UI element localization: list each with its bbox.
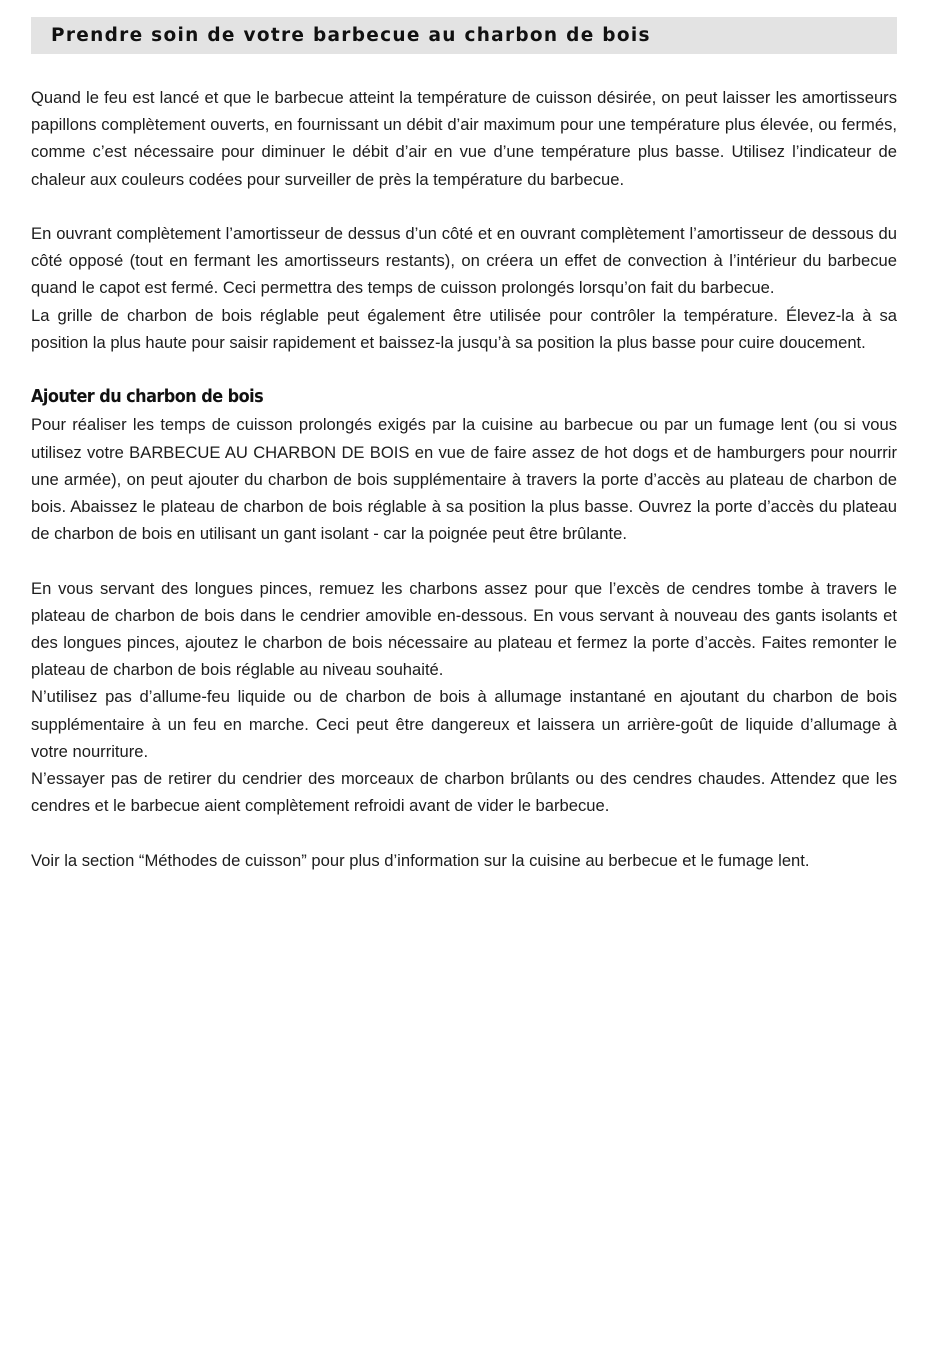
subheading-add-charcoal: Ajouter du charbon de bois — [31, 387, 264, 408]
paragraph-gap — [31, 356, 897, 383]
paragraph-charcoal-grate: La grille de charbon de bois réglable peut également être utilisée pour contrôler la température. Élevez-la à sa position la plus haute pour saisir rapidement et baissez-la jusqu’à sa position la plus basse pour cuire doucement. — [31, 305, 897, 352]
paragraph-stir-coals: En vous servant des longues pinces, remuez les charbons assez pour que l’excès de cendres tombe à travers le plateau de charbon de bois dans le cendrier amovible en-dessous. En vous servant à nouveau des gants isolants et des longues pinces, ajoutez le charbon de bois nécessaire au plateau et fermez la porte d’accès. Faites remonter le plateau de charbon de bois réglable au niveau souhaité. — [31, 578, 897, 680]
paragraph-gap — [31, 819, 897, 846]
section-title: Prendre soin de votre barbecue au charbon de bois — [51, 25, 651, 46]
paragraph-extended-cooking: Pour réaliser les temps de cuisson prolongés exigés par la cuisine au barbecue ou par un fumage lent (ou si vous utilisez votre BARBECUE AU CHARBON DE BOIS en vue de faire assez de hot dogs et de hamburgers pour nourrir une armée), on peut ajouter du charbon de bois supplémentaire à travers la porte d’accès au plateau de charbon de bois. Abaissez le plateau de charbon de bois réglable à sa position la plus basse. Ouvrez la porte d’accès du plateau de charbon de bois en utilisant un gant isolant - car la poignée peut être brûlante. — [31, 415, 897, 544]
paragraph-no-lighter-fluid: N’utilisez pas d’allume-feu liquide ou de charbon de bois à allumage instantané en ajoutant du charbon de bois supplémentaire à un feu en marche. Ceci peut être dangereux et laissera un arrière-goût de liquide d’allumage à votre nourriture. — [31, 687, 897, 761]
paragraph-damper-settings: Quand le feu est lancé et que le barbecue atteint la température de cuisson désirée, on peut laisser les amortisseurs papillons complètement ouverts, en fournissant un débit d’air maximum pour une température plus élevée, ou fermés, comme c’est nécessaire pour diminuer le débit d’air en vue d’une température plus basse. Utilisez l’indicateur de chaleur aux couleurs codées pour surveiller de près la température du barbecue. — [31, 88, 897, 189]
paragraph-gap — [31, 193, 897, 220]
paragraph-ash-warning: N’essayer pas de retirer du cendrier des morceaux de charbon brûlants ou des cendres chaudes. Attendez que les cendres et le barbecue aient complètement refroidi avant de vider le barbecue. — [31, 769, 897, 816]
page-content — [31, 84, 897, 874]
paragraph-convection: En ouvrant complètement l’amortisseur de dessus d’un côté et en ouvrant complètement l’amortisseur de dessous du côté opposé (tout en fermant les amortisseurs restants), on créera un effet de convection à l’intérieur du barbecue quand le capot est fermé. Ceci permettra des temps de cuisson prolongés lorsqu’on fait du barbecue. — [31, 224, 897, 298]
paragraph-gap — [31, 547, 897, 574]
paragraph-see-cooking-methods: Voir la section “Méthodes de cuisson” pour plus d’information sur la cuisine au berbecue et le fumage lent. — [31, 850, 810, 870]
section-title-banner — [31, 17, 897, 54]
